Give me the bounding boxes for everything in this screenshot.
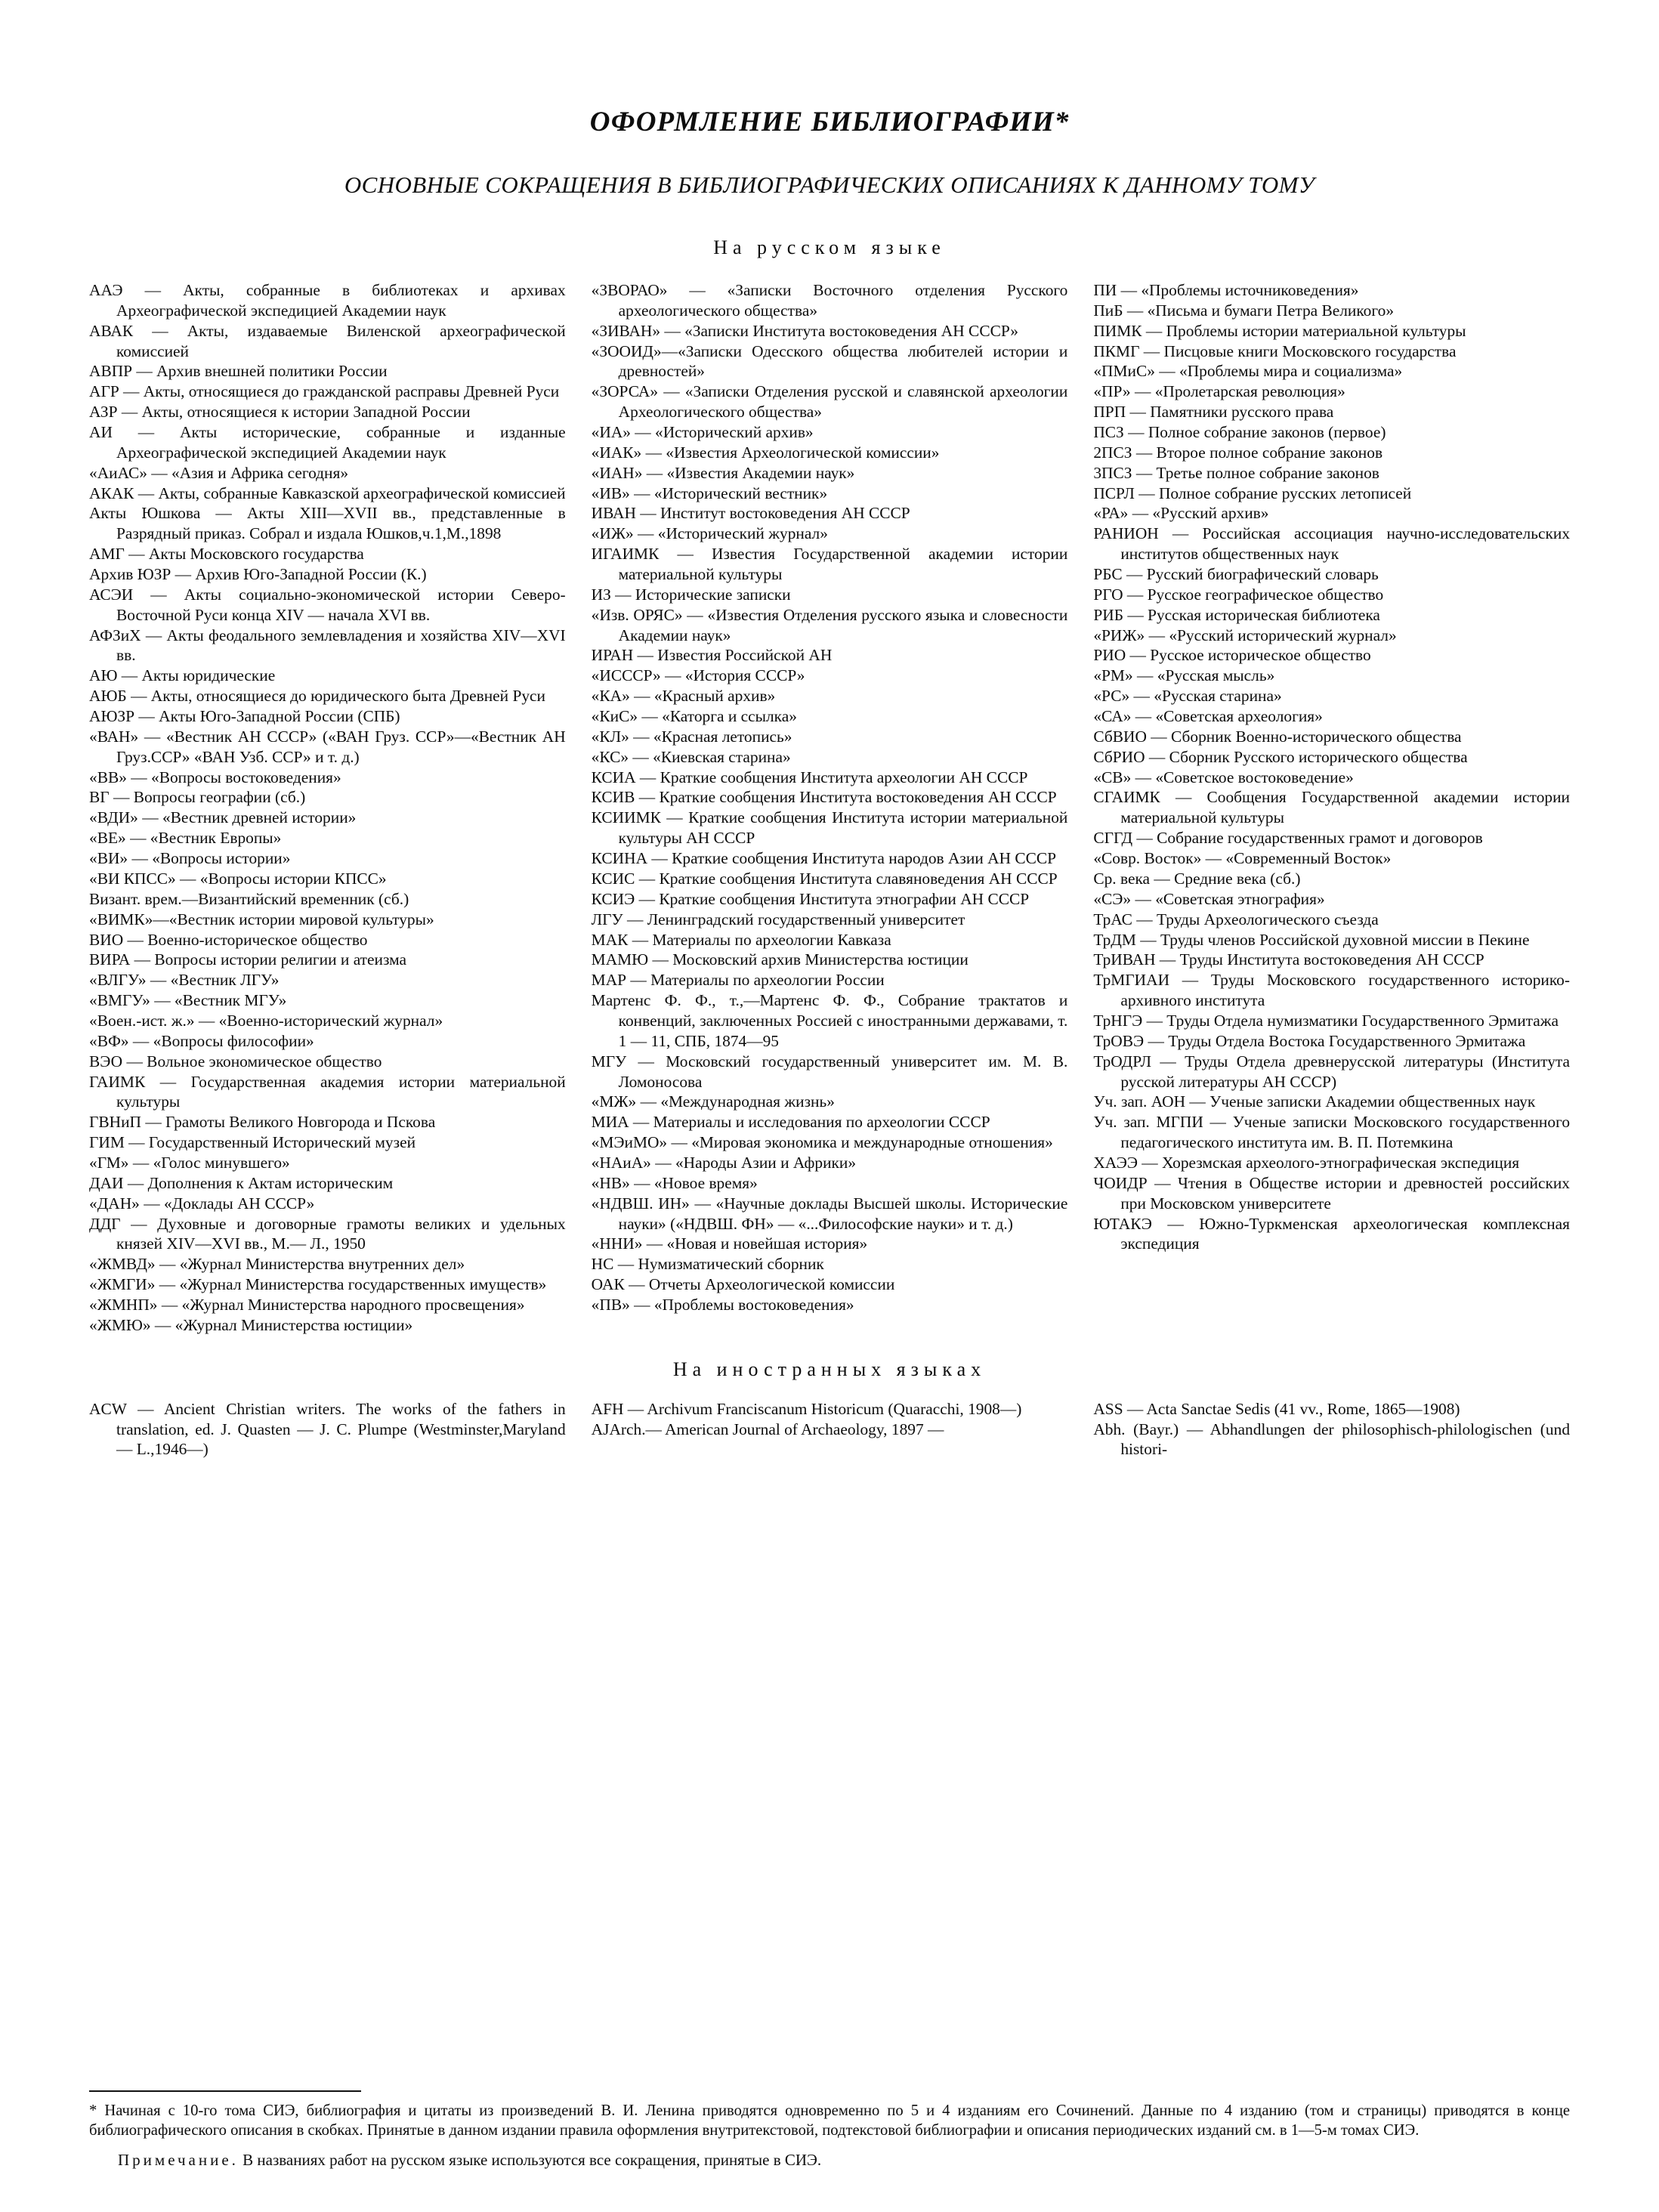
foreign-abbreviation-entry: AJArch.— American Journal of Archaeology, 1897 — [591, 1420, 944, 1438]
foreign-abbreviation-entry: AFH — Archivum Franciscanum Historicum (Quaracchi, 1908—) [591, 1399, 1022, 1418]
russian-abbreviations-columns [89, 280, 1570, 1336]
foreign-abbreviations-columns [89, 1399, 1570, 1460]
abbreviation-entry: ТрАС — Труды Археологического съезда [1093, 910, 1379, 928]
abbreviation-entry: ПИ — «Проблемы источниковедения» [1093, 281, 1359, 299]
abbreviation-entry: «ННИ» — «Новая и новейшая история» [591, 1234, 868, 1253]
abbreviation-entry: АКАК — Акты, собранные Кавказской археографической комиссией [89, 483, 566, 502]
footnote-text: * Начиная с 10-го тома СИЭ, библиография и цитаты из произведений В. И. Ленина приводятся одновременно по 5 и 4 изданиям его Сочинений. Данные по 4 изданию (том и страницы) приводятся в конце библиографического описания в скобках. Принятые в данном издании правила оформления внутритекстовой, подтекстовой библиографии и описания периодических изданий см. в 1—5-м томах СИЭ. [89, 2102, 1570, 2139]
abbreviation-entry: СбВИО — Сборник Военно-исторического общества [1093, 727, 1462, 746]
abbreviation-entry: «ВИ» — «Вопросы истории» [89, 849, 291, 868]
abbreviation-entry: «РА» — «Русский архив» [1093, 504, 1269, 523]
section-heading-foreign: На иностранных языках [672, 1358, 987, 1380]
abbreviation-entry: РИБ — Русская историческая библиотека [1093, 605, 1380, 624]
abbreviation-entry: «ЗВОРАО» — «Записки Восточного отделения Русского археологического общества» [591, 281, 1068, 320]
abbreviation-entry: «ЖМВД» — «Журнал Министерства внутренних дел» [89, 1255, 465, 1274]
abbreviation-entry: «НАиА» — «Народы Азии и Африки» [591, 1153, 857, 1172]
abbreviation-entry: «КА» — «Красный архив» [591, 687, 776, 706]
abbreviation-entry: ИРАН — Известия Российской АН [591, 646, 833, 665]
note-label: Примечание. [118, 2151, 239, 2169]
abbreviation-entry: Ср. века — Средние века (сб.) [1093, 869, 1301, 888]
abbreviation-entry: МАК — Материалы по археологии Кавказа [591, 930, 891, 949]
foreign-column-2 [592, 1399, 1068, 1440]
abbreviation-entry: АЮБ — Акты, относящиеся до юридического быта Древней Руси [89, 687, 545, 706]
abbreviation-entry: «Воен.-ист. ж.» — «Военно-исторический журнал» [89, 1011, 443, 1030]
abbreviation-entry: «РИЖ» — «Русский исторический журнал» [1093, 626, 1397, 644]
abbreviation-entry: ПСРЛ — Полное собрание русских летописей [1093, 483, 1412, 502]
abbreviation-entry: МАР — Материалы по археологии России [591, 971, 885, 990]
abbreviation-entry: ТрОВЭ — Труды Отдела Востока Государственного Эрмитажа [1093, 1031, 1526, 1050]
abbreviation-entry: ДДГ — Духовные и договорные грамоты великих и удельных князей XIV—XVI вв., М.— Л., 1950 [89, 1214, 566, 1253]
abbreviation-entry: АВПР — Архив внешней политики России [89, 362, 388, 381]
foreign-column-3 [1093, 1399, 1570, 1460]
abbreviation-entry: КСИНА — Краткие сообщения Института народов Азии АН СССР [591, 849, 1057, 868]
abbreviation-entry: КСИА — Краткие сообщения Института археологии АН СССР [591, 768, 1028, 786]
abbreviation-entry: ТрМГИАИ — Труды Московского государственного историко-архивного института [1093, 971, 1571, 1010]
abbreviation-entry: ВЭО — Вольное экономическое общество [89, 1052, 382, 1070]
abbreviation-entry: ВГ — Вопросы географии (сб.) [89, 788, 306, 807]
abbreviation-entry: ААЭ — Акты, собранные в библиотеках и архивах Археографической экспедицией Академии наук [89, 281, 566, 320]
abbreviation-entry: РГО — Русское географическое общество [1093, 585, 1384, 604]
abbreviation-entry: «СА» — «Советская археология» [1093, 707, 1323, 726]
abbreviation-entry: Мартенс Ф. Ф., т.,—Мартенс Ф. Ф., Собрание трактатов и конвенций, заключенных Россией с иностранными державами, т. 1 — 11, СПБ, 1874—95 [591, 991, 1068, 1050]
abbreviation-entry: ВИРА — Вопросы истории религии и атеизма [89, 950, 406, 969]
abbreviation-entry: ГАИМК — Государственная академия истории материальной культуры [89, 1072, 566, 1111]
foreign-abbreviation-entry: Abh. (Bayr.) — Abhandlungen der philosophisch-philologischen (und histori- [1093, 1420, 1571, 1459]
abbreviation-entry: «ЗООИД»—«Записки Одесского общества любителей истории и древностей» [591, 341, 1068, 381]
abbreviation-entry: «ИАН» — «Известия Академии наук» [591, 463, 855, 482]
abbreviation-entry: Архив ЮЗР — Архив Юго-Западной России (К.) [89, 565, 427, 584]
note-text: В названиях работ на русском языке используются все сокращения, принятые в СИЭ. [243, 2151, 822, 2169]
abbreviation-entry: «РМ» — «Русская мысль» [1093, 666, 1275, 685]
abbreviation-entry: «НДВШ. ИН» — «Научные доклады Высшей школы. Исторические науки» («НДВШ. ФН» — «...Философские науки» и т. д.) [591, 1194, 1068, 1233]
abbreviation-entry: «ВИМК»—«Вестник истории мировой культуры» [89, 910, 434, 928]
abbreviation-entry: ЛГУ — Ленинградский государственный университет [591, 910, 965, 928]
russian-column-2 [592, 280, 1068, 1315]
abbreviation-entry: «ЖМЮ» — «Журнал Министерства юстиции» [89, 1315, 413, 1334]
abbreviation-entry: «ЖМГИ» — «Журнал Министерства государственных имуществ» [89, 1275, 547, 1294]
abbreviation-entry: КСИС — Краткие сообщения Института славяноведения АН СССР [591, 869, 1058, 888]
abbreviation-entry: АГР — Акты, относящиеся до гражданской расправы Древней Руси [89, 382, 560, 401]
abbreviation-entry: «ИСССР» — «История СССР» [591, 666, 805, 685]
abbreviation-entry: КСИЭ — Краткие сообщения Института этнографии АН СССР [591, 889, 1030, 908]
abbreviation-entry: «Изв. ОРЯС» — «Известия Отделения русского языка и словесности Академии наук» [591, 605, 1068, 644]
abbreviation-entry: «ВИ КПСС» — «Вопросы истории КПСС» [89, 869, 387, 888]
footnote-block [89, 2075, 1570, 2170]
abbreviation-entry: Уч. зап. АОН — Ученые записки Академии общественных наук [1093, 1092, 1536, 1111]
foreign-abbreviation-entry: ASS — Acta Sanctae Sedis (41 vv., Rome, 1865—1908) [1093, 1399, 1460, 1418]
abbreviation-entry: ЮТАКЭ — Южно-Туркменская археологическая комплексная экспедиция [1093, 1214, 1571, 1253]
abbreviation-entry: «ВВ» — «Вопросы востоковедения» [89, 768, 341, 786]
abbreviation-entry: РАНИОН — Российская ассоциация научно-исследовательских институтов общественных наук [1093, 524, 1571, 564]
section-heading-russian: На русском языке [713, 236, 946, 258]
abbreviation-entry: ГИМ — Государственный Исторический музей [89, 1133, 416, 1152]
abbreviation-entry: ПКМГ — Писцовые книги Московского государства [1093, 341, 1457, 360]
abbreviation-entry: ТрИВАН — Труды Института востоковедения АН СССР [1093, 950, 1484, 969]
abbreviation-entry: «ГМ» — «Голос минувшего» [89, 1153, 290, 1172]
abbreviation-entry: АЗР — Акты, относящиеся к истории Западной России [89, 403, 471, 422]
abbreviation-entry: МАМЮ — Московский архив Министерства юстиции [591, 950, 969, 969]
abbreviation-entry: АИ — Акты исторические, собранные и изданные Археографической экспедицией Академии наук [89, 423, 566, 462]
abbreviation-entry: «МЭиМО» — «Мировая экономика и международные отношения» [591, 1133, 1053, 1152]
abbreviation-entry: «ЗОРСА» — «Записки Отделения русской и славянской археологии Археологического общества» [591, 382, 1068, 422]
abbreviation-entry: ПСЗ — Полное собрание законов (первое) [1093, 423, 1386, 442]
abbreviation-entry: СбРИО — Сборник Русского исторического общества [1093, 747, 1468, 766]
abbreviation-entry: «ИАК» — «Известия Археологической комиссии» [591, 443, 940, 462]
abbreviation-entry: ТрНГЭ — Труды Отдела нумизматики Государственного Эрмитажа [1093, 1011, 1559, 1030]
abbreviation-entry: ДАИ — Дополнения к Актам историческим [89, 1173, 394, 1192]
abbreviation-entry: «ПМиС» — «Проблемы мира и социализма» [1093, 362, 1403, 381]
abbreviation-entry: ГВНиП — Грамоты Великого Новгорода и Пскова [89, 1113, 436, 1132]
abbreviation-entry: Визант. врем.—Византийский временник (сб.) [89, 889, 409, 908]
abbreviation-entry: НС — Нумизматический сборник [591, 1255, 824, 1274]
abbreviation-entry: «ВАН» — «Вестник АН СССР» («ВАН Груз. ССР»—«Вестник АН Груз.ССР» «ВАН Узб. ССР» и т. д.) [89, 727, 566, 766]
abbreviation-entry: ТрДМ — Труды членов Российской духовной миссии в Пекине [1093, 930, 1530, 949]
abbreviation-entry: «ВМГУ» — «Вестник МГУ» [89, 991, 287, 1010]
abbreviation-entry: «КЛ» — «Красная летопись» [591, 727, 792, 746]
abbreviation-entry: «ИА» — «Исторический архив» [591, 423, 814, 442]
abbreviation-entry: «МЖ» — «Международная жизнь» [591, 1092, 835, 1111]
abbreviation-entry: ТрОДРЛ — Труды Отдела древнерусской литературы (Института русской литературы АН СССР) [1093, 1052, 1571, 1091]
abbreviation-entry: АСЭИ — Акты социально-экономической истории Северо-Восточной Руси конца XIV — начала XVI вв. [89, 585, 566, 624]
abbreviation-entry: «ПР» — «Пролетарская революция» [1093, 382, 1345, 401]
abbreviation-entry: ЧОИДР — Чтения в Обществе истории и древностей российских при Московском университете [1093, 1173, 1571, 1213]
abbreviation-entry: РИО — Русское историческое общество [1093, 646, 1371, 665]
abbreviation-entry: ПРП — Памятники русского права [1093, 403, 1334, 422]
abbreviation-entry: «ЖМНП» — «Журнал Министерства народного просвещения» [89, 1295, 525, 1314]
abbreviation-entry: «Совр. Восток» — «Современный Восток» [1093, 849, 1392, 868]
abbreviation-entry: Акты Юшкова — Акты XIII—XVII вв., представленные в Разрядный приказ. Собрал и издала Юшков,ч.1,М.,1898 [89, 504, 566, 543]
abbreviation-entry: МГУ — Московский государственный университет им. М. В. Ломоносова [591, 1052, 1068, 1091]
abbreviation-entry: АВАК — Акты, издаваемые Виленской археографической комиссией [89, 321, 566, 360]
abbreviation-entry: «ПВ» — «Проблемы востоковедения» [591, 1295, 854, 1314]
russian-column-1 [89, 280, 566, 1336]
abbreviation-entry: СГГД — Собрание государственных грамот и договоров [1093, 829, 1483, 848]
abbreviation-entry: «СЭ» — «Советская этнография» [1093, 889, 1325, 908]
abbreviation-entry: Уч. зап. МГПИ — Ученые записки Московского государственного педагогического института им. В. П. Потемкина [1093, 1113, 1571, 1152]
abbreviation-entry: ИВАН — Институт востоковедения АН СССР [591, 504, 910, 523]
page-subtitle: ОСНОВНЫЕ СОКРАЩЕНИЯ В БИБЛИОГРАФИЧЕСКИХ ОПИСАНИЯХ К ДАННОМУ ТОМУ [344, 171, 1315, 198]
abbreviation-entry: «НВ» — «Новое время» [591, 1173, 758, 1192]
abbreviation-entry: АМГ — Акты Московского государства [89, 545, 364, 564]
abbreviation-entry: РБС — Русский биографический словарь [1093, 565, 1379, 584]
abbreviation-entry: «РС» — «Русская старина» [1093, 687, 1282, 706]
abbreviation-entry: «КС» — «Киевская старина» [591, 747, 791, 766]
footnote-note [89, 2151, 1570, 2170]
abbreviation-entry: ИЗ — Исторические записки [591, 585, 791, 604]
abbreviation-entry: СГАИМК — Сообщения Государственной академии истории материальной культуры [1093, 788, 1571, 827]
abbreviation-entry: АЮЗР — Акты Юго-Западной России (СПБ) [89, 707, 400, 726]
abbreviation-entry: «ДАН» — «Доклады АН СССР» [89, 1194, 315, 1213]
abbreviation-entry: «ВЕ» — «Вестник Европы» [89, 829, 282, 848]
abbreviation-entry: «ИЖ» — «Исторический журнал» [591, 524, 828, 543]
abbreviation-entry: 2ПСЗ — Второе полное собрание законов [1093, 443, 1383, 462]
abbreviation-entry: ПиБ — «Письма и бумаги Петра Великого» [1093, 301, 1395, 320]
footnote-divider [89, 2090, 361, 2092]
abbreviation-entry: «ИВ» — «Исторический вестник» [591, 483, 828, 502]
abbreviation-entry: «ВФ» — «Вопросы философии» [89, 1031, 314, 1050]
abbreviation-entry: АФЗиХ — Акты феодального землевладения и хозяйства XIV—XVI вв. [89, 626, 566, 665]
abbreviation-entry: КСИИМК — Краткие сообщения Института истории материальной культуры АН СССР [591, 808, 1068, 848]
foreign-abbreviation-entry: ACW — Ancient Christian writers. The works of the fathers in translation, ed. J. Quasten — J. C. Plumpe (Westminster,Maryland — L.,1946—) [89, 1399, 566, 1459]
abbreviation-entry: МИА — Материалы и исследования по археологии СССР [591, 1113, 990, 1132]
abbreviation-entry: «ЗИВАН» — «Записки Института востоковедения АН СССР» [591, 321, 1018, 340]
abbreviation-entry: ОАК — Отчеты Археологической комиссии [591, 1275, 895, 1294]
abbreviation-entry: ИГАИМК — Известия Государственной академии истории материальной культуры [591, 545, 1068, 584]
abbreviation-entry: ВИО — Военно-историческое общество [89, 930, 368, 949]
russian-column-3 [1093, 280, 1570, 1254]
abbreviation-entry: «КиС» — «Каторга и ссылка» [591, 707, 797, 726]
abbreviation-entry: «АиАС» — «Азия и Африка сегодня» [89, 463, 349, 482]
abbreviation-entry: ХАЭЭ — Хорезмская археолого-этнографическая экспедиция [1093, 1153, 1520, 1172]
abbreviation-entry: 3ПСЗ — Третье полное собрание законов [1093, 463, 1379, 482]
abbreviation-entry: КСИВ — Краткие сообщения Института востоковедения АН СССР [591, 788, 1057, 807]
page-title: ОФОРМЛЕНИЕ БИБЛИОГРАФИИ* [589, 107, 1070, 137]
abbreviation-entry: АЮ — Акты юридические [89, 666, 276, 685]
abbreviation-entry: «ВЛГУ» — «Вестник ЛГУ» [89, 971, 280, 990]
foreign-column-1 [89, 1399, 566, 1460]
abbreviation-entry: «ВДИ» — «Вестник древней истории» [89, 808, 357, 827]
abbreviation-entry: «СВ» — «Советское востоковедение» [1093, 768, 1354, 786]
abbreviation-entry: ПИМК — Проблемы истории материальной культуры [1093, 321, 1466, 340]
